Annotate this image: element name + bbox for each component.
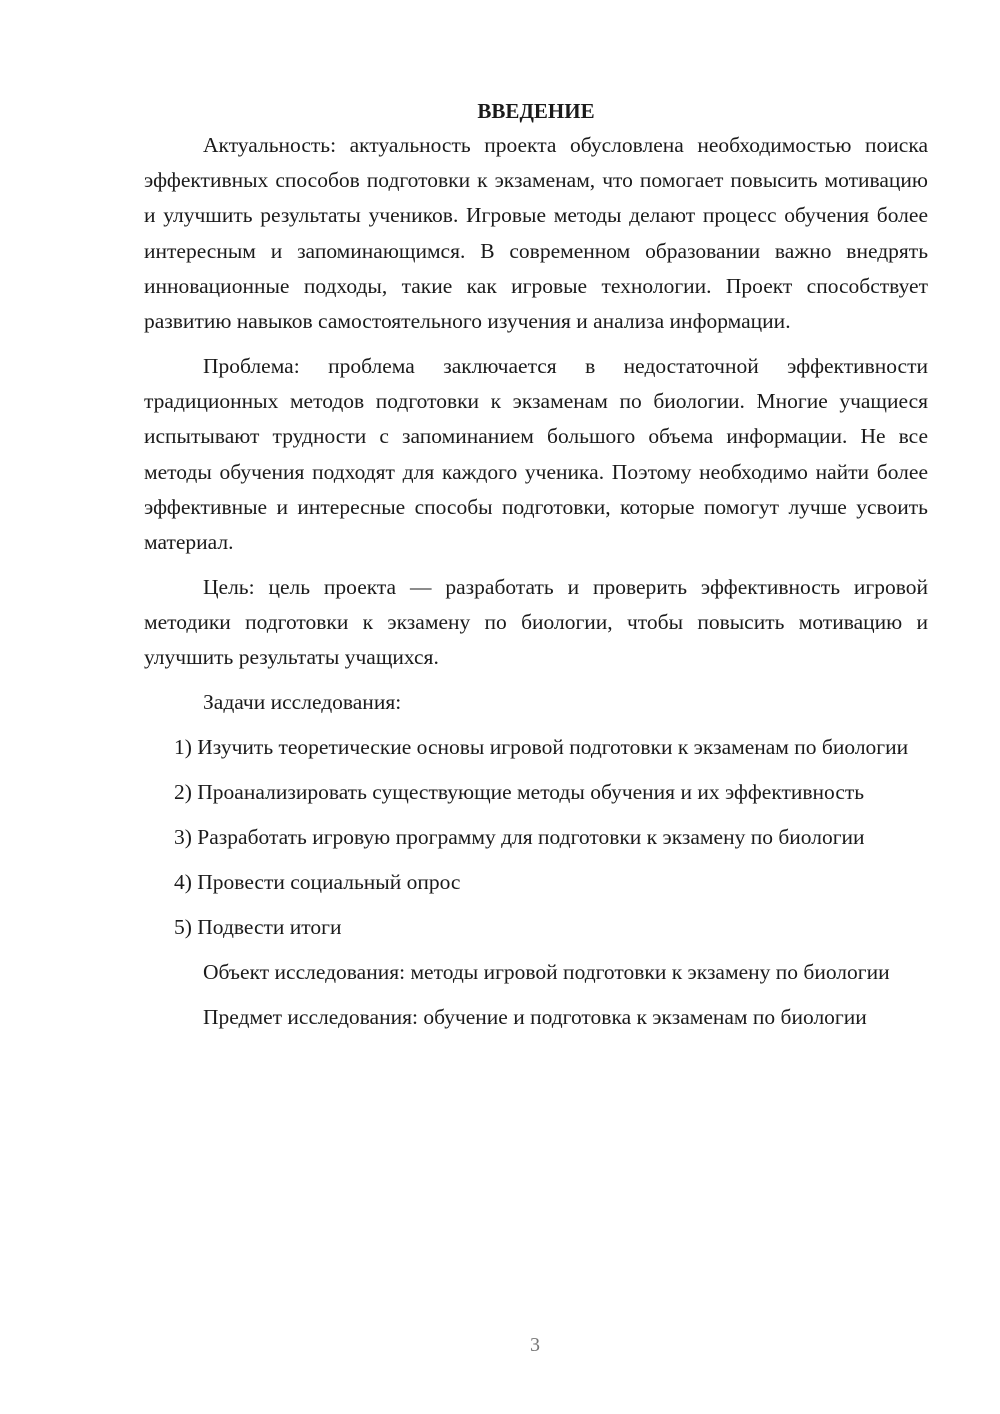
paragraph-relevance: Актуальность: актуальность проекта обусловлена необходимостью поиска эффективных способов подготовки к экзаменам, что помогает повысить мотивацию и улучшить результаты учеников. Игровые методы делают процесс обучения более интересным и запоминающимся. В современном образовании важно внедрять инновационные подходы, такие как игровые технологии. Проект способствует развитию навыков самостоятельного изучения и анализа информации. [144, 133, 928, 334]
task-item: 4) Провести социальный опрос [174, 870, 461, 895]
paragraph-goal: Цель: цель проекта — разработать и проверить эффективность игровой методики подготовки к экзамену по биологии, чтобы повысить мотивацию и улучшить результаты учащихся. [144, 575, 928, 670]
task-item: 1) Изучить теоретические основы игровой подготовки к экзаменам по биологии [174, 735, 909, 760]
page-number: 3 [530, 1334, 540, 1356]
paragraph-problem: Проблема: проблема заключается в недостаточной эффективности традиционных методов подготовки к экзаменам по биологии. Многие учащиеся испытывают трудности с запоминанием большого объема информации. Не все методы обучения подходят для каждого ученика. Поэтому необходимо найти более эффективные и интересные способы подготовки, которые помогут лучше усвоить материал. [144, 354, 928, 555]
task-item: 3) Разработать игровую программу для подготовки к экзамену по биологии [174, 825, 865, 850]
section-heading: ВВЕДЕНИЕ [477, 99, 595, 123]
paragraph-subject: Предмет исследования: обучение и подготовка к экзаменам по биологии [203, 1005, 867, 1030]
document-page [144, 94, 928, 1036]
task-item: 2) Проанализировать существующие методы обучения и их эффективность [174, 780, 865, 805]
paragraph-object: Объект исследования: методы игровой подготовки к экзамену по биологии [203, 960, 890, 985]
tasks-heading: Задачи исследования: [203, 690, 402, 715]
task-item: 5) Подвести итоги [174, 915, 342, 940]
